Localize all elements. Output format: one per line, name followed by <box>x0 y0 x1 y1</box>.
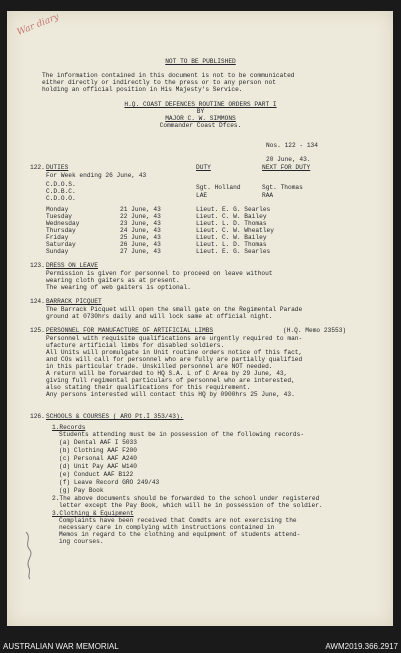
document-date: 20 June, 43. <box>266 156 311 163</box>
day-name: Sunday <box>46 248 69 255</box>
record-item: (g) Pay Book <box>59 487 104 494</box>
office-next: RAA <box>262 192 274 199</box>
title-by: BY <box>196 108 205 115</box>
record-item: (e) Conduct AAF B122 <box>59 471 134 478</box>
day-duty-officer: Lieut. C. W. Bailey <box>196 213 267 220</box>
margin-scribble <box>22 530 36 580</box>
next-duty-column-header: NEXT FOR DUTY <box>262 164 311 171</box>
day-name: Tuesday <box>46 213 72 220</box>
day-date: 22 June, 43 <box>120 213 161 220</box>
dress-line: The wearing of web gaiters is optional. <box>46 284 191 291</box>
record-item: (f) Leave Record GRO 249/43 <box>59 479 160 486</box>
limbs-line: and COs will call for personnel who are fully are partially qualified <box>46 356 303 363</box>
order-numbers: Nos. 122 - 134 <box>266 142 318 149</box>
clothing-line: necessary care in complying with instructions contained in <box>59 524 275 531</box>
item-number-126: 126. <box>30 413 45 420</box>
office-label: C.D.B.C. <box>46 188 76 195</box>
limbs-reference: (H.Q. Memo 23553) <box>283 327 347 334</box>
day-name: Saturday <box>46 241 76 248</box>
office-duty: LAE <box>196 192 208 199</box>
duties-heading: DUTIES <box>46 164 69 171</box>
clothing-line: ing courses. <box>59 538 104 545</box>
barrack-heading: BARRACK PICQUET <box>46 298 102 305</box>
clothing-subheading: 3.Clothing & Equipment <box>52 510 134 517</box>
limbs-heading: PERSONNEL FOR MANUFACTURE OF ARTIFICIAL LIMBS <box>46 327 214 334</box>
records-intro: Students attending must be in possession of the following records- <box>59 431 305 438</box>
limbs-line: All Units will promulgate in Unit routine orders notice of this fact, <box>46 349 303 356</box>
dress-line: Permission is given for personnel to proceed on leave without <box>46 270 273 277</box>
duty-column-header: DUTY <box>196 164 211 171</box>
day-name: Wednesday <box>46 220 80 227</box>
item-number-123: 123. <box>30 262 45 269</box>
item-number-124: 124. <box>30 298 45 305</box>
day-date: 25 June, 43 <box>120 234 161 241</box>
record-item: (d) Unit Pay AAF W140 <box>59 463 137 470</box>
record-item: (b) Clothing AAF F200 <box>59 447 137 454</box>
dress-heading: DRESS ON LEAVE <box>46 262 98 269</box>
dress-line: wearing cloth gaiters as at present. <box>46 277 180 284</box>
day-duty-officer: Lieut. L. D. Thomas <box>196 220 267 227</box>
day-duty-officer: Lieut. E. G. Searles <box>196 248 271 255</box>
office-duty: Sgt. Holland <box>196 184 241 191</box>
author-role: Commander Coast Dfces. <box>159 122 242 129</box>
author-name: MAJOR C. W. SIMMONS <box>165 115 236 122</box>
limbs-line: in this particular trade. Unskilled personnel are NOT needed. <box>46 363 273 370</box>
day-date: 27 June, 43 <box>120 248 161 255</box>
day-date: 24 June, 43 <box>120 227 161 234</box>
record-item: (a) Dental AAF I 5033 <box>59 439 137 446</box>
limbs-line: Personnel with requisite qualifications are urgently required to man- <box>46 335 303 342</box>
notice-line-1: The information contained in this document is not to be communicated <box>42 72 295 79</box>
office-label: C.D.O.S. <box>46 181 76 188</box>
document-title: H.Q. COAST DEFENCES ROUTINE ORDERS PART I <box>124 101 277 108</box>
notice-line-3: holding an official position in His Majesty's Service. <box>42 86 243 93</box>
barrack-line: The Barrack Picquet will open the small gate on the Regimental Parade <box>46 306 303 313</box>
day-duty-officer: Lieut. C. W. Bailey <box>196 234 267 241</box>
item-number-125: 125. <box>30 327 45 334</box>
forwarding-line: 2.The above documents should be forwarded to the school under registered <box>52 495 320 502</box>
day-date: 21 June, 43 <box>120 206 161 213</box>
archive-id: AWM2019.366.2917 <box>325 642 398 651</box>
limbs-line: also stating their qualifications for this requirement. <box>46 384 251 391</box>
record-item: (c) Personal AAF A240 <box>59 455 137 462</box>
office-label: C.D.O.O. <box>46 195 76 202</box>
forwarding-line: letter except the Pay Book, which will be in possession of the soldier. <box>59 502 323 509</box>
day-duty-officer: Lieut. L. D. Thomas <box>196 241 267 248</box>
handwritten-annotation: War diary <box>15 12 61 38</box>
clothing-line: Complaints have been received that Comdts are not exercising the <box>59 517 297 524</box>
limbs-line: A return will be forwarded to HQ S.A. L of C Area by 29 June, 43, <box>46 370 288 377</box>
day-date: 26 June, 43 <box>120 241 161 248</box>
limbs-line: Any persons interested will contact this HQ by 0900hrs 25 June, 43. <box>46 391 295 398</box>
duties-week: For Week ending 26 June, 43 <box>46 172 147 179</box>
barrack-line: ground at 0730hrs daily and will lock same at official night. <box>46 313 273 320</box>
office-next: Sgt. Thomas <box>262 184 303 191</box>
day-date: 23 June, 43 <box>120 220 161 227</box>
schools-heading: SCHOOLS & COURSES ( ARO Pt.I 353/43). <box>46 413 184 420</box>
item-number-122: 122. <box>30 164 45 171</box>
records-subheading: 1.Records <box>52 424 86 431</box>
day-name: Monday <box>46 206 69 213</box>
day-name: Thursday <box>46 227 76 234</box>
day-duty-officer: Lieut. C. W. Wheatley <box>196 227 274 234</box>
archive-footer <box>0 640 401 653</box>
notice-line-2: either directly or indirectly to the press or to any person not <box>42 79 276 86</box>
restriction-heading: NOT TO BE PUBLISHED <box>165 58 236 65</box>
day-name: Friday <box>46 234 69 241</box>
archive-name: AUSTRALIAN WAR MEMORIAL <box>3 642 119 651</box>
clothing-line: Memos in regard to the clothing and equipment of students attend- <box>59 531 301 538</box>
limbs-line: ufacture artificial limbs for disabled soldiers. <box>46 342 225 349</box>
day-duty-officer: Lieut. E. G. Searles <box>196 206 271 213</box>
limbs-line: giving full regimental particulars of personnel who are interested, <box>46 377 295 384</box>
